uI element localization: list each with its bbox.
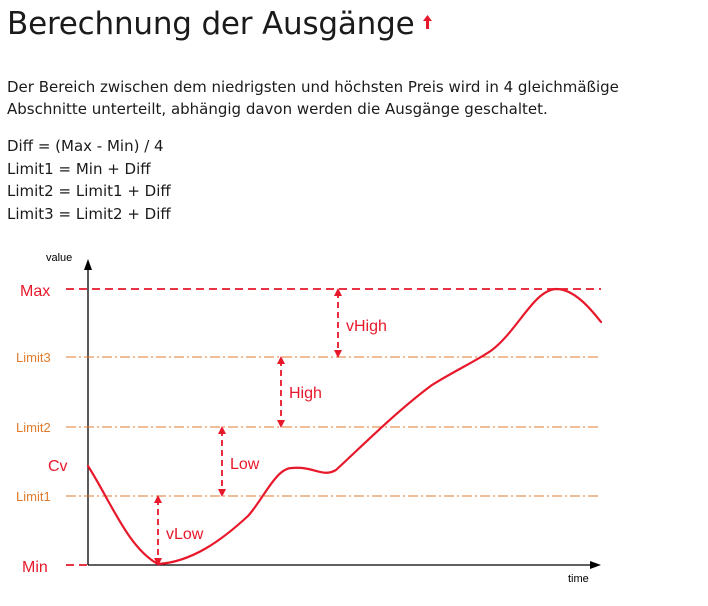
formula-limit2: Limit2 = Limit1 + Diff	[7, 182, 171, 200]
cv-label: Cv	[48, 458, 68, 475]
high-label: High	[289, 385, 322, 402]
vhigh-label: vHigh	[346, 318, 387, 335]
min-label: Min	[22, 559, 48, 576]
formula-diff: Diff = (Max - Min) / 4	[7, 137, 164, 155]
low-label: Low	[230, 456, 260, 473]
formula-limit3: Limit3 = Limit2 + Diff	[7, 204, 171, 223]
formula-limit1: Limit1 = Min + Diff	[7, 159, 151, 178]
max-label: Max	[20, 283, 51, 300]
page-title: Berechnung der Ausgänge	[7, 6, 415, 42]
y-axis-arrowhead	[84, 259, 92, 270]
vlow-label: vLow	[166, 526, 204, 543]
x-axis-arrowhead	[590, 561, 601, 569]
intro-paragraph: Der Bereich zwischen dem niedrigsten und höchsten Preis wird in 4 gleichmäßige Abschnitte unterteilt, abhängig davon werden die Ausgänge geschaltet.	[7, 78, 619, 118]
x-axis-label: time	[568, 573, 589, 585]
limit3-label: Limit3	[16, 350, 51, 365]
limit1-label: Limit1	[16, 489, 51, 504]
y-axis-label: value	[46, 252, 73, 264]
limit2-label: Limit2	[16, 420, 51, 435]
